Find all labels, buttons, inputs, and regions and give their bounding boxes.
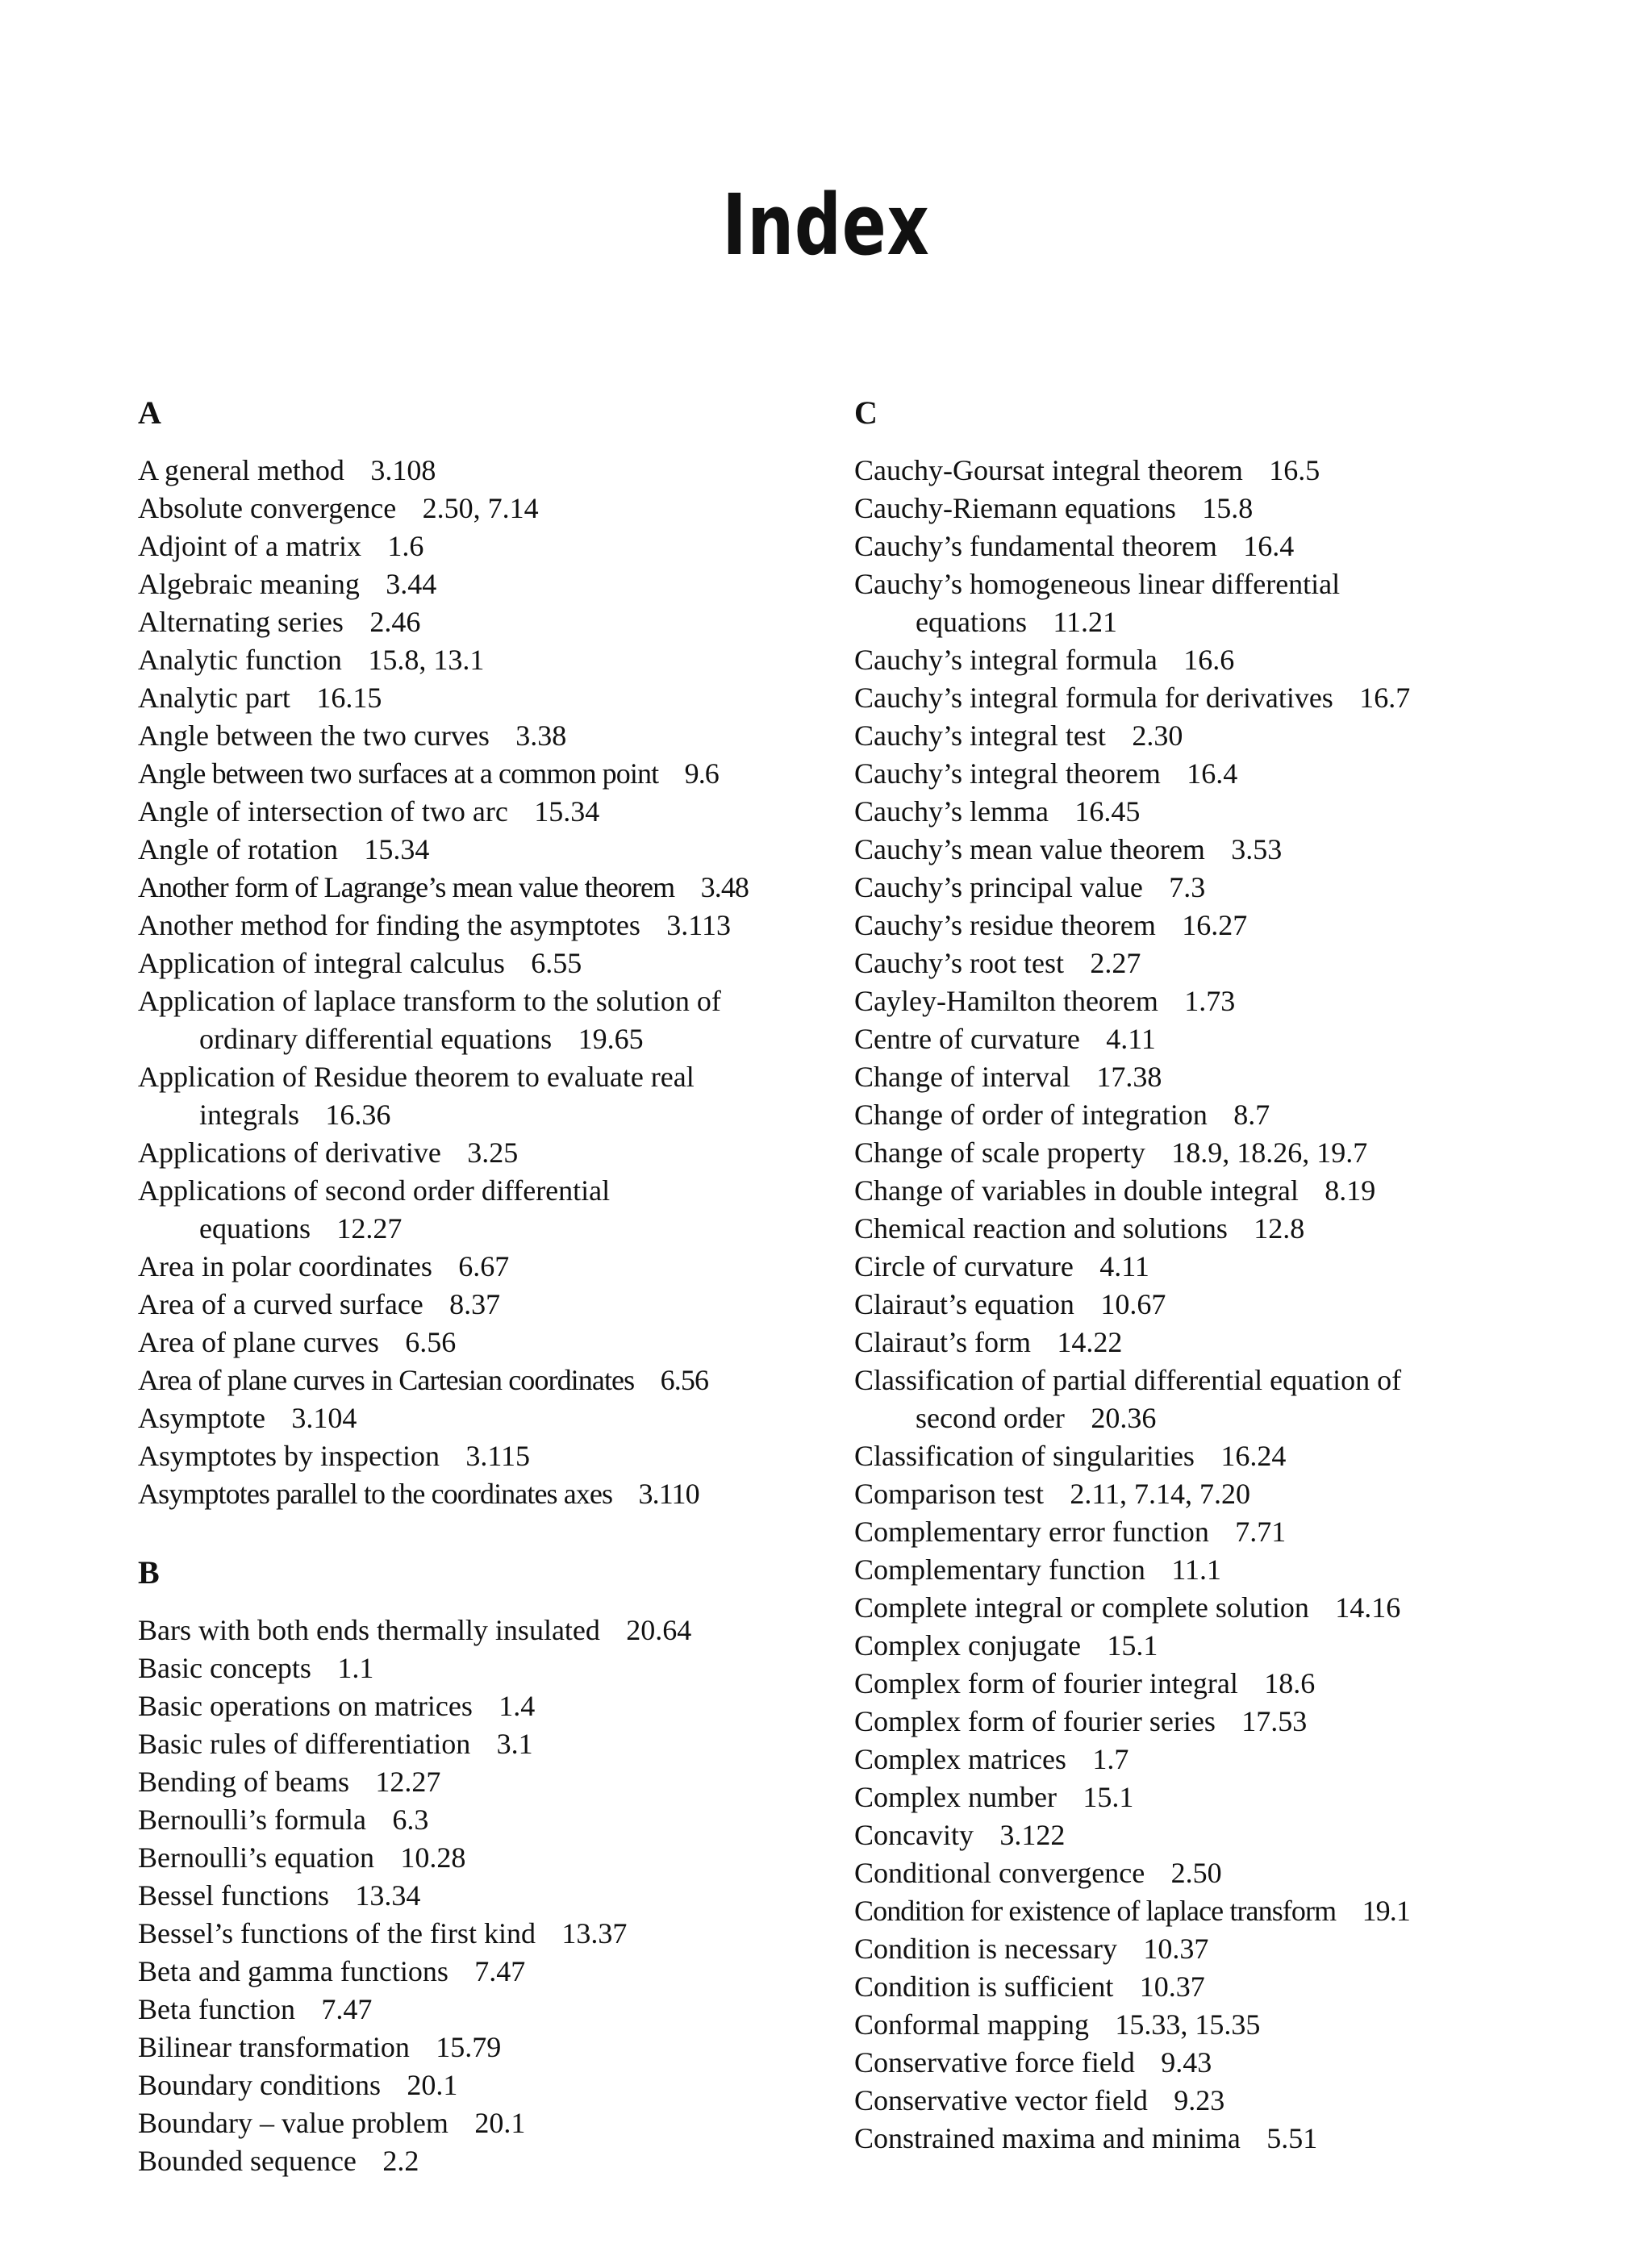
index-page-refs: 13.37 xyxy=(561,1917,628,1950)
index-page-refs: 15.79 xyxy=(436,2031,502,2063)
index-term: Another method for finding the asymptotes xyxy=(138,909,640,941)
index-page-refs: 16.7 xyxy=(1359,682,1411,714)
index-entry xyxy=(138,1801,832,1839)
index-page-refs: 20.36 xyxy=(1091,1402,1157,1434)
index-term: Complete integral or complete solution xyxy=(854,1591,1309,1624)
index-term: Basic concepts xyxy=(138,1652,311,1684)
index-page-refs: 15.8 xyxy=(1202,492,1254,524)
section-entries xyxy=(138,1612,832,2180)
index-entry xyxy=(138,982,832,1058)
index-entry xyxy=(138,1134,832,1172)
index-page-refs: 9.23 xyxy=(1174,2084,1225,2116)
index-page-refs: 6.55 xyxy=(531,947,582,979)
index-entry xyxy=(138,945,832,982)
index-page-refs: 16.4 xyxy=(1243,530,1295,562)
index-section-c xyxy=(854,394,1621,2158)
index-term: Change of scale property xyxy=(854,1136,1145,1169)
index-page-refs: 12.27 xyxy=(375,1766,441,1798)
index-page-refs: 17.53 xyxy=(1241,1705,1308,1737)
section-letter: A xyxy=(138,394,161,431)
index-page-refs: 8.37 xyxy=(449,1288,501,1320)
index-term: Conservative force field xyxy=(854,2046,1135,2079)
index-page-refs: 3.110 xyxy=(638,1478,699,1510)
index-page-refs: 7.3 xyxy=(1169,871,1206,903)
index-entry xyxy=(138,1437,832,1475)
index-entry xyxy=(854,945,1621,982)
index-entry xyxy=(854,1362,1621,1437)
index-page-refs: 1.7 xyxy=(1092,1743,1129,1775)
index-term: Bessel’s functions of the first kind xyxy=(138,1917,536,1950)
index-term: Complementary error function xyxy=(854,1516,1209,1548)
index-entry xyxy=(854,1134,1621,1172)
index-term-continuation: integrals xyxy=(199,1099,299,1131)
index-page-refs: 3.44 xyxy=(386,568,437,600)
index-page-refs: 16.6 xyxy=(1183,644,1235,676)
index-page-refs: 10.37 xyxy=(1139,1970,1205,2003)
index-entry xyxy=(854,717,1621,755)
index-term: Cayley-Hamilton theorem xyxy=(854,985,1158,1017)
index-entry xyxy=(854,1475,1621,1513)
index-term: Analytic function xyxy=(138,644,342,676)
index-entry xyxy=(854,452,1621,490)
index-page-refs: 16.4 xyxy=(1187,757,1238,790)
index-page-refs: 2.2 xyxy=(382,2145,419,2177)
index-page-refs: 3.115 xyxy=(465,1440,531,1472)
index-page-refs: 2.50 xyxy=(1170,1857,1222,1889)
index-entry xyxy=(854,1779,1621,1816)
index-page-refs: 7.71 xyxy=(1235,1516,1287,1548)
index-entry xyxy=(138,1953,832,1991)
index-term: Cauchy’s integral test xyxy=(854,719,1106,752)
index-page-refs: 6.3 xyxy=(392,1804,429,1836)
index-term: Complex form of fourier series xyxy=(854,1705,1216,1737)
index-entry xyxy=(138,907,832,945)
index-page-refs: 15.34 xyxy=(364,833,430,865)
index-entry xyxy=(138,755,832,793)
index-entry xyxy=(854,1096,1621,1134)
index-entry xyxy=(854,755,1621,793)
index-entry xyxy=(138,1058,832,1134)
index-page-refs: 15.8, 13.1 xyxy=(368,644,485,676)
index-entry xyxy=(854,1020,1621,1058)
index-page-refs: 10.67 xyxy=(1100,1288,1166,1320)
index-entry xyxy=(138,831,832,869)
index-section-b xyxy=(138,1553,832,2180)
index-page-refs: 7.47 xyxy=(474,1955,526,1987)
index-entry xyxy=(138,1172,832,1248)
index-term: Boundary conditions xyxy=(138,2069,381,2101)
index-entry xyxy=(138,1877,832,1915)
index-term: Bernoulli’s formula xyxy=(138,1804,366,1836)
index-term: Classification of singularities xyxy=(854,1440,1195,1472)
index-page-refs: 19.65 xyxy=(578,1023,644,1055)
index-entry xyxy=(138,1475,832,1513)
index-page-refs: 11.1 xyxy=(1171,1553,1221,1586)
index-term: Complex form of fourier integral xyxy=(854,1667,1238,1699)
index-page-refs: 3.108 xyxy=(370,454,436,486)
index-term: Complex conjugate xyxy=(854,1629,1081,1662)
index-term: Centre of curvature xyxy=(854,1023,1080,1055)
index-term-continuation: equations xyxy=(199,1212,311,1245)
index-term: Change of interval xyxy=(854,1061,1070,1093)
index-entry xyxy=(854,528,1621,565)
index-entry xyxy=(854,1058,1621,1096)
index-term: Bars with both ends thermally insulated xyxy=(138,1614,600,1646)
index-page-refs: 2.27 xyxy=(1090,947,1141,979)
index-term-continuation: second order xyxy=(916,1402,1065,1434)
index-entry xyxy=(138,2142,832,2180)
index-page-refs: 20.64 xyxy=(626,1614,692,1646)
index-page-refs: 16.27 xyxy=(1182,909,1248,941)
index-term: Angle between two surfaces at a common point xyxy=(138,757,659,790)
index-page-refs: 4.11 xyxy=(1106,1023,1156,1055)
index-term: Applications of second order differential xyxy=(138,1174,611,1207)
index-page-refs: 9.43 xyxy=(1161,2046,1212,2079)
index-term: Algebraic meaning xyxy=(138,568,360,600)
index-entry xyxy=(854,490,1621,528)
index-term: Asymptote xyxy=(138,1402,265,1434)
index-term: Complex number xyxy=(854,1781,1057,1813)
index-page-refs: 6.56 xyxy=(405,1326,457,1358)
index-page-refs: 15.34 xyxy=(534,795,600,828)
index-term: Clairaut’s form xyxy=(854,1326,1031,1358)
index-term: Boundary – value problem xyxy=(138,2107,448,2139)
index-term: Concavity xyxy=(854,1819,974,1851)
index-entry xyxy=(854,565,1621,641)
index-entry xyxy=(854,1816,1621,1854)
index-entry xyxy=(138,1915,832,1953)
index-entry xyxy=(854,1210,1621,1248)
index-entry xyxy=(138,679,832,717)
index-page-refs: 15.1 xyxy=(1083,1781,1134,1813)
index-term: Condition is necessary xyxy=(854,1933,1117,1965)
index-page-refs: 13.34 xyxy=(355,1879,421,1912)
index-entry xyxy=(854,2120,1621,2158)
index-entry xyxy=(854,1741,1621,1779)
index-page-refs: 2.50, 7.14 xyxy=(422,492,539,524)
index-page-refs: 4.11 xyxy=(1099,1250,1149,1282)
index-entry xyxy=(854,679,1621,717)
index-entry xyxy=(854,982,1621,1020)
index-entry xyxy=(854,1892,1621,1930)
index-entry xyxy=(854,1665,1621,1703)
index-entry xyxy=(138,2104,832,2142)
index-page-refs: 3.48 xyxy=(700,871,749,903)
index-entry xyxy=(138,528,832,565)
index-entry xyxy=(854,1172,1621,1210)
index-page-refs: 20.1 xyxy=(474,2107,526,2139)
index-entry xyxy=(854,2006,1621,2044)
index-term: Beta and gamma functions xyxy=(138,1955,448,1987)
index-page-refs: 3.53 xyxy=(1231,833,1283,865)
index-entry xyxy=(854,1930,1621,1968)
index-entry xyxy=(138,641,832,679)
index-entry xyxy=(854,1248,1621,1286)
index-page-refs: 18.9, 18.26, 19.7 xyxy=(1171,1136,1368,1169)
index-term: Conditional convergence xyxy=(854,1857,1145,1889)
index-column-right xyxy=(854,394,1621,2158)
index-term: Complementary function xyxy=(854,1553,1145,1586)
index-term: Cauchy-Riemann equations xyxy=(854,492,1176,524)
index-entry xyxy=(854,2044,1621,2082)
index-entry xyxy=(138,1649,832,1687)
index-term: Alternating series xyxy=(138,606,344,638)
index-entry xyxy=(854,1437,1621,1475)
index-entry xyxy=(138,1839,832,1877)
index-entry xyxy=(138,869,832,907)
index-entry xyxy=(854,1589,1621,1627)
index-entry xyxy=(854,1627,1621,1665)
index-term: Cauchy’s lemma xyxy=(854,795,1049,828)
index-term: Bending of beams xyxy=(138,1766,349,1798)
index-term: Constrained maxima and minima xyxy=(854,2122,1241,2154)
index-term: Cauchy’s fundamental theorem xyxy=(854,530,1217,562)
index-entry xyxy=(138,1687,832,1725)
index-page-refs: 16.45 xyxy=(1074,795,1141,828)
index-entry xyxy=(854,907,1621,945)
index-term: Area in polar coordinates xyxy=(138,1250,432,1282)
index-term: Bounded sequence xyxy=(138,2145,357,2177)
index-term: Angle of rotation xyxy=(138,833,338,865)
index-entry xyxy=(854,1324,1621,1362)
index-term: Beta function xyxy=(138,1993,295,2025)
index-entry xyxy=(138,1286,832,1324)
index-term: Analytic part xyxy=(138,682,290,714)
index-term: Area of plane curves in Cartesian coordinates xyxy=(138,1364,635,1396)
index-term: Application of laplace transform to the solution of xyxy=(138,985,721,1017)
index-page-refs: 15.33, 15.35 xyxy=(1115,2008,1261,2041)
index-entry xyxy=(138,490,832,528)
index-entry xyxy=(854,641,1621,679)
index-term: Asymptotes parallel to the coordinates axes xyxy=(138,1478,613,1510)
index-page-refs: 19.1 xyxy=(1362,1895,1410,1927)
index-page-refs: 14.16 xyxy=(1335,1591,1401,1624)
index-term: Circle of curvature xyxy=(854,1250,1074,1282)
index-term: Classification of partial differential equation of xyxy=(854,1364,1402,1396)
index-entry xyxy=(138,603,832,641)
index-term: Chemical reaction and solutions xyxy=(854,1212,1228,1245)
index-term: Cauchy’s integral formula xyxy=(854,644,1158,676)
index-page-refs: 12.27 xyxy=(336,1212,403,1245)
index-term: Angle between the two curves xyxy=(138,719,490,752)
index-term: Application of integral calculus xyxy=(138,947,505,979)
index-entry xyxy=(854,1286,1621,1324)
index-term: Cauchy’s principal value xyxy=(854,871,1143,903)
index-term: Cauchy-Goursat integral theorem xyxy=(854,454,1243,486)
section-letter: C xyxy=(854,394,878,431)
index-page-refs: 20.1 xyxy=(407,2069,458,2101)
index-page-refs: 2.11, 7.14, 7.20 xyxy=(1070,1478,1251,1510)
index-term: Cauchy’s homogeneous linear differential xyxy=(854,568,1341,600)
index-page-refs: 10.28 xyxy=(400,1841,466,1874)
index-page-refs: 8.7 xyxy=(1233,1099,1270,1131)
index-term: Cauchy’s integral theorem xyxy=(854,757,1161,790)
index-entry xyxy=(854,1968,1621,2006)
index-term: Change of order of integration xyxy=(854,1099,1208,1131)
index-page-refs: 1.4 xyxy=(499,1690,536,1722)
index-page-refs: 2.30 xyxy=(1132,719,1183,752)
index-page-refs: 16.15 xyxy=(316,682,382,714)
index-page-refs: 6.56 xyxy=(660,1364,709,1396)
index-entry xyxy=(138,565,832,603)
index-term: Conformal mapping xyxy=(854,2008,1089,2041)
index-term: Clairaut’s equation xyxy=(854,1288,1074,1320)
index-term: Bilinear transformation xyxy=(138,2031,410,2063)
index-page-refs: 9.6 xyxy=(684,757,719,790)
index-entry xyxy=(854,793,1621,831)
index-page-refs: 5.51 xyxy=(1266,2122,1318,2154)
index-entry xyxy=(138,1248,832,1286)
index-term: Condition for existence of laplace transform xyxy=(854,1895,1337,1927)
index-page-refs: 16.36 xyxy=(325,1099,391,1131)
index-term: Cauchy’s integral formula for derivatives xyxy=(854,682,1333,714)
index-term: Condition is sufficient xyxy=(854,1970,1114,2003)
index-entry xyxy=(138,717,832,755)
index-entry xyxy=(138,1612,832,1649)
index-entry xyxy=(854,1551,1621,1589)
index-page-refs: 10.37 xyxy=(1143,1933,1209,1965)
index-term: Comparison test xyxy=(854,1478,1044,1510)
index-page-refs: 16.24 xyxy=(1220,1440,1287,1472)
index-term: Basic operations on matrices xyxy=(138,1690,473,1722)
index-term: Basic rules of differentiation xyxy=(138,1728,471,1760)
index-term: Bernoulli’s equation xyxy=(138,1841,374,1874)
index-entry xyxy=(854,2082,1621,2120)
index-entry xyxy=(854,1513,1621,1551)
index-entry xyxy=(138,1725,832,1763)
index-term: Adjoint of a matrix xyxy=(138,530,361,562)
section-entries xyxy=(138,452,832,1513)
index-term: Application of Residue theorem to evaluate real xyxy=(138,1061,695,1093)
index-term: Another form of Lagrange’s mean value theorem xyxy=(138,871,675,903)
index-page-refs: 1.6 xyxy=(387,530,424,562)
index-page-refs: 12.8 xyxy=(1254,1212,1305,1245)
index-page-refs: 1.73 xyxy=(1184,985,1236,1017)
index-entry xyxy=(854,1703,1621,1741)
index-term: Area of a curved surface xyxy=(138,1288,423,1320)
index-term: Bessel functions xyxy=(138,1879,329,1912)
index-term: Conservative vector field xyxy=(854,2084,1148,2116)
index-term: Change of variables in double integral xyxy=(854,1174,1299,1207)
index-entry xyxy=(138,1324,832,1362)
index-term-continuation: ordinary differential equations xyxy=(199,1023,553,1055)
index-term: Cauchy’s mean value theorem xyxy=(854,833,1205,865)
index-page-refs: 6.67 xyxy=(458,1250,510,1282)
index-column-left xyxy=(138,394,832,2180)
index-term: Area of plane curves xyxy=(138,1326,379,1358)
index-term: A general method xyxy=(138,454,344,486)
index-entry xyxy=(138,2029,832,2066)
index-entry xyxy=(138,2066,832,2104)
index-term: Applications of derivative xyxy=(138,1136,441,1169)
index-page-refs: 15.1 xyxy=(1107,1629,1158,1662)
index-entry xyxy=(854,869,1621,907)
index-term: Angle of intersection of two arc xyxy=(138,795,508,828)
index-entry xyxy=(138,1362,832,1399)
index-page-refs: 11.21 xyxy=(1053,606,1118,638)
index-entry xyxy=(138,1763,832,1801)
section-entries xyxy=(854,452,1621,2158)
index-page-refs: 18.6 xyxy=(1264,1667,1316,1699)
index-term: Absolute convergence xyxy=(138,492,397,524)
index-page-refs: 16.5 xyxy=(1269,454,1320,486)
index-page-refs: 3.122 xyxy=(999,1819,1066,1851)
index-page-refs: 3.38 xyxy=(515,719,567,752)
index-entry xyxy=(138,1991,832,2029)
index-page-refs: 2.46 xyxy=(369,606,421,638)
index-section-a xyxy=(138,394,832,1513)
index-term-continuation: equations xyxy=(916,606,1027,638)
index-entry xyxy=(138,1399,832,1437)
index-entry xyxy=(138,793,832,831)
index-page-refs: 14.22 xyxy=(1057,1326,1123,1358)
index-term: Cauchy’s residue theorem xyxy=(854,909,1156,941)
index-entry xyxy=(138,452,832,490)
index-entry xyxy=(854,1854,1621,1892)
index-page-refs: 7.47 xyxy=(321,1993,373,2025)
page-title: Index xyxy=(722,176,930,274)
index-page-refs: 1.1 xyxy=(337,1652,374,1684)
index-page-refs: 3.25 xyxy=(467,1136,519,1169)
index-page-refs: 17.38 xyxy=(1096,1061,1162,1093)
index-entry xyxy=(854,831,1621,869)
index-page-refs: 3.104 xyxy=(291,1402,357,1434)
index-term: Asymptotes by inspection xyxy=(138,1440,440,1472)
index-page-refs: 8.19 xyxy=(1325,1174,1376,1207)
index-term: Complex matrices xyxy=(854,1743,1066,1775)
index-term: Cauchy’s root test xyxy=(854,947,1064,979)
section-letter: B xyxy=(138,1554,160,1591)
index-page-refs: 3.113 xyxy=(666,909,731,941)
index-page-refs: 3.1 xyxy=(496,1728,533,1760)
